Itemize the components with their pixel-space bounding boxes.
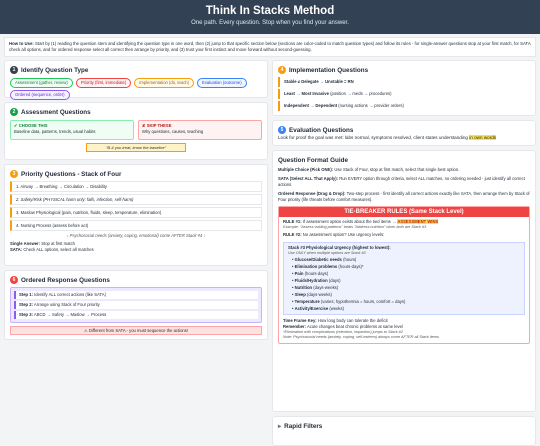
implementation-rule: Independent → Dependent (nursing actions → provider orders) bbox=[278, 101, 530, 111]
how-to-text: Start by (1) reading the question stem and identifying the question type in one word, then (2) jump to that specific section below (sections are color-coded to match question types) and follow its rules - for single-answer questions stop at your first match, for SATA check all options, and for ordered response select all correct then arrange by priority, and (3) trust your first instinct and move forward without second-guessing. bbox=[9, 41, 531, 52]
rule1-example: Example: "Assess voiding patterns" beats "Address nutrition" when both are Stack #3 bbox=[283, 225, 427, 229]
section-title: Priority Questions - Stack of Four bbox=[21, 170, 122, 178]
section-ordered bbox=[4, 270, 268, 340]
psychosocial-note: ↓ Psychosocial needs (anxiety, coping, emotional) come AFTER Stack #4 ↓ bbox=[66, 233, 206, 238]
right-column bbox=[272, 60, 536, 446]
remember-text: Acute changes beat chronic problems at same level bbox=[306, 324, 403, 329]
left-column bbox=[4, 60, 268, 340]
cross-icon: ✘ bbox=[142, 123, 146, 128]
implementation-rule: Least → Most Invasive (position → meds → procedures) bbox=[278, 89, 530, 99]
skip-title: SKIP THESE bbox=[146, 123, 172, 128]
rule2-label: RULE #2: bbox=[283, 232, 302, 237]
section-title: Evaluation Questions bbox=[289, 126, 354, 134]
page-title: Think In Stacks Method bbox=[205, 5, 335, 17]
step-item: Step 2: Arrange using Stack of Four priority bbox=[14, 301, 258, 309]
choose-text: Baseline data, patterns, trends, usual habits bbox=[14, 129, 96, 134]
mnemonic-quote: "B-4 you treat, know the baseline" bbox=[86, 143, 186, 152]
section-title: Identify Question Type bbox=[21, 66, 89, 74]
urgency-item: • Elimination problems (hours-days)* bbox=[292, 264, 364, 269]
section-format-guide bbox=[272, 150, 536, 412]
header bbox=[0, 0, 540, 34]
section-title: Implementation Questions bbox=[289, 66, 369, 74]
sata-label: SATA: bbox=[10, 247, 23, 252]
section-number: 4 bbox=[278, 66, 286, 74]
how-to-use bbox=[4, 37, 536, 57]
rule2-text: No assessment option? Use urgency levels: bbox=[302, 232, 385, 237]
chip-priority: Priority (first, immediate) bbox=[76, 78, 131, 88]
section-title: Rapid Filters bbox=[284, 422, 323, 430]
urgency-item: • Glucose/Diabetic needs (hours) bbox=[292, 257, 357, 262]
evaluation-highlight: in own words bbox=[469, 135, 497, 140]
tie-breaker-box bbox=[278, 206, 530, 344]
choose-box bbox=[10, 120, 134, 140]
section-number: 6 bbox=[10, 276, 18, 284]
section-number: 2 bbox=[10, 108, 18, 116]
priority-item: 2. Safety/Risk (PHYSICAL harm only: falls, infection, self-harm) bbox=[10, 194, 262, 205]
priority-item: 1. Airway → Breathing → Circulation → Disability bbox=[10, 181, 262, 192]
stack3-urgency bbox=[283, 242, 525, 315]
time-frame-label: Time Frame Key: bbox=[283, 318, 317, 323]
ordered-warning: ⚠ Different from SATA - you must sequence the actions! bbox=[10, 326, 262, 335]
urgency-item: • Pain (hours-days) bbox=[292, 271, 329, 276]
evaluation-text: Look for proof the goal was met: labs normal, symptoms resolved, client states understanding bbox=[278, 135, 468, 140]
urgency-item: • Temperature (varies; hypothermia = hours, comfort = days) bbox=[292, 299, 406, 304]
section-number: 5 bbox=[278, 126, 286, 134]
flag-icon: ▸ bbox=[278, 422, 282, 430]
urgency-item: • Nutrition (days-weeks) bbox=[292, 285, 339, 290]
ordered-steps bbox=[10, 287, 262, 323]
check-icon: ✔ bbox=[14, 123, 18, 128]
section-identify-type bbox=[4, 60, 268, 98]
chip-assessment: Assessment (gather, review) bbox=[10, 78, 73, 88]
step-item: Step 3: ABCD → Safety → Maslow → Process bbox=[14, 311, 258, 319]
tie-breaker-title: TIE-BREAKER RULES (Same Stack Level) bbox=[279, 207, 529, 217]
section-evaluation bbox=[272, 120, 536, 146]
skip-text: Why questions, causes, teaching bbox=[142, 129, 204, 134]
urgency-item: • Sleep (days-weeks) bbox=[292, 292, 332, 297]
footnote: *Elimination with complications (retention, impaction) jumps to Stack #2 bbox=[283, 330, 403, 334]
section-number: 1 bbox=[10, 66, 18, 74]
stack3-subtitle: Use ONLY when multiple options are Stack #3 bbox=[288, 251, 366, 255]
chip-implementation: Implementation (do, teach) bbox=[134, 78, 194, 88]
section-title: Ordered Response Questions bbox=[21, 276, 110, 284]
choose-title: CHOOSE THIS bbox=[18, 123, 48, 128]
section-implementation bbox=[272, 60, 536, 116]
step-item: Step 1: Identify ALL correct actions (like SATA) bbox=[14, 291, 258, 299]
remember-label: Remember: bbox=[283, 324, 307, 329]
guide-title: Question Format Guide bbox=[278, 156, 348, 164]
footnote: Note: Psychosocial needs (anxiety, coping, self-esteem) always come AFTER all Stack items bbox=[283, 335, 439, 339]
single-answer-text: Stop at first match bbox=[41, 241, 76, 246]
urgency-item: • Activity/Exercise (weeks) bbox=[292, 306, 345, 311]
chip-evaluation: Evaluation (outcome) bbox=[197, 78, 247, 88]
assessment-wins-badge: ASSESSMENT WINS bbox=[397, 219, 439, 224]
section-assessment bbox=[4, 102, 268, 160]
section-title: Assessment Questions bbox=[21, 108, 91, 116]
priority-item: 4. Nursing Process (assess before act) bbox=[10, 220, 262, 231]
page-subtitle: One path. Every question. Stop when you find your answer. bbox=[191, 20, 349, 26]
priority-item: 3. Maslow Physiological (pain, nutrition, fluids, sleep, temperature, elimination) bbox=[10, 207, 262, 218]
implementation-rule: Stable ≠ Delegate → Unstable = RN bbox=[278, 77, 530, 87]
guide-item: SATA (Select ALL That Apply): Run EVERY option through criteria, select ALL matches, no ordering needed - just identify all correct actions. bbox=[278, 176, 525, 187]
single-answer-label: Single Answer: bbox=[10, 241, 41, 246]
guide-item: Ordered Response (Drag & Drop): Two-step process - first identify all correct actions exactly like SATA, then arrange them by Stack of Four priority (life threats before comfort measures). bbox=[278, 191, 530, 202]
chip-ordered: Ordered (sequence, order) bbox=[10, 90, 70, 100]
sata-text: Check ALL options, select all matches bbox=[23, 247, 94, 252]
rule1-label: RULE #1: bbox=[283, 219, 302, 224]
section-rapid-filters bbox=[272, 416, 536, 446]
section-number: 3 bbox=[10, 170, 18, 178]
section-priority bbox=[4, 164, 268, 266]
urgency-item: • Fluids/Hydration (days) bbox=[292, 278, 341, 283]
how-to-label: How to Use: bbox=[9, 41, 34, 46]
rule1-text: If assessment option exists about the tied items → bbox=[302, 219, 397, 224]
guide-item: Multiple Choice (Pick ONE): Use Stack of Four, stop at first match, select that single best option. bbox=[278, 167, 460, 172]
time-frame-text: How long body can tolerate the deficit bbox=[317, 318, 388, 323]
skip-box bbox=[138, 120, 262, 140]
stack3-title: Stack #3 Physiological Urgency (highest to lowest): bbox=[288, 245, 391, 250]
